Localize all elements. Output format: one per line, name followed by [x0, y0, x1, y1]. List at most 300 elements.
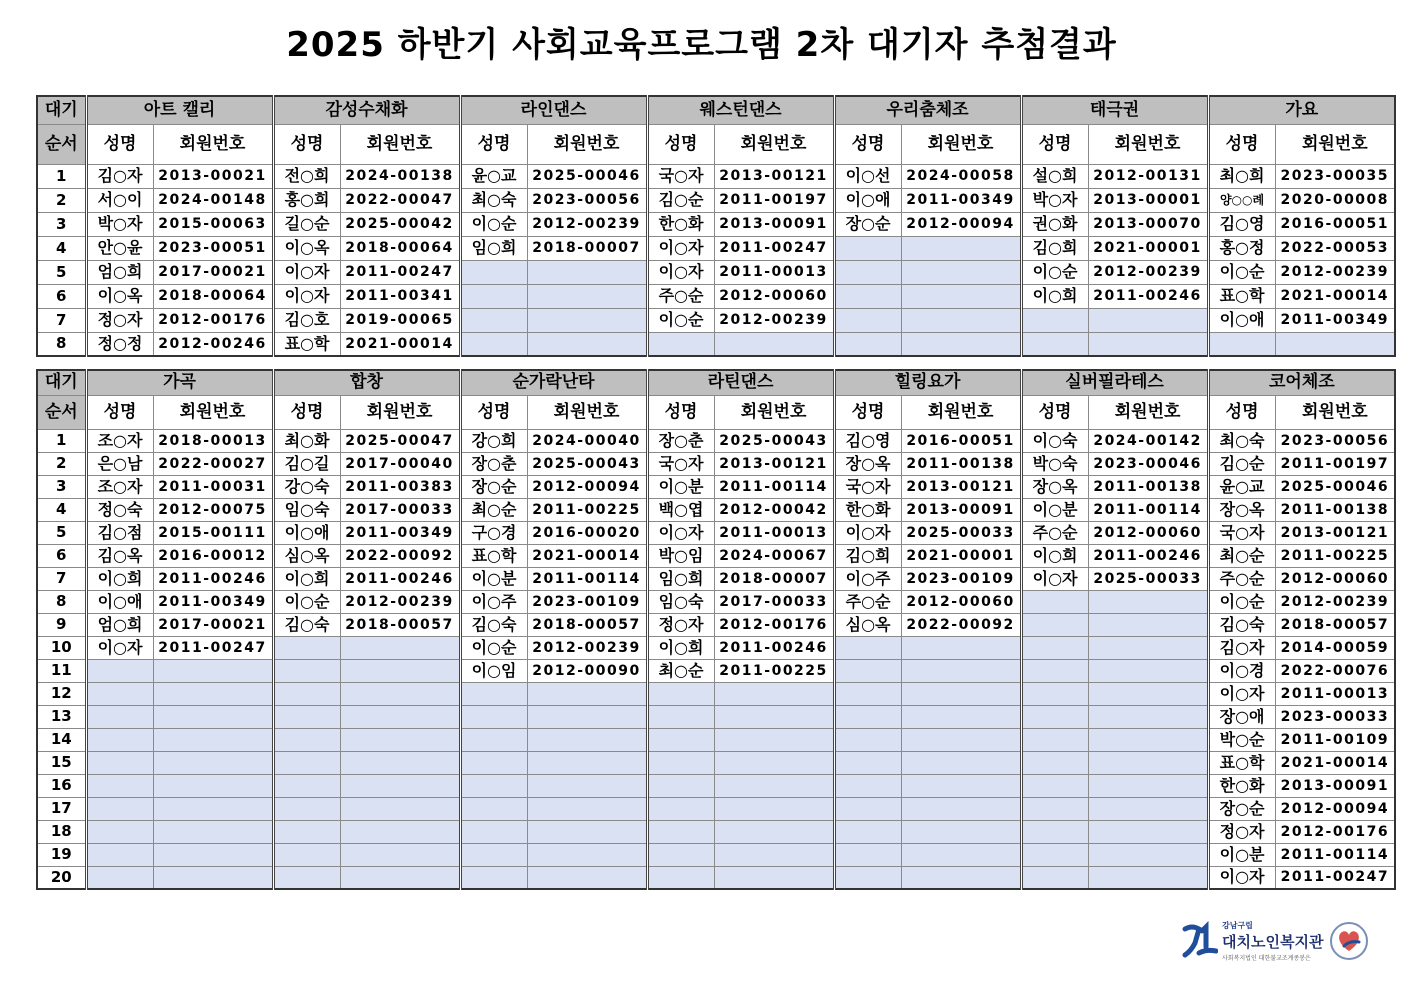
member-name: 이○분: [1208, 843, 1275, 866]
waitlist-table-bottom: [36, 369, 1396, 890]
program-name-header: 코어체조: [1208, 370, 1395, 395]
empty-id-cell: [714, 866, 834, 889]
member-id: 2011-00247: [1275, 866, 1395, 889]
member-name: 은○남: [86, 452, 153, 475]
member-name: 이○애: [86, 590, 153, 613]
empty-id-cell: [527, 774, 647, 797]
member-id: 2013-00001: [1088, 188, 1208, 212]
order-number: 3: [37, 475, 86, 498]
member-id: 2021-00014: [1275, 284, 1395, 308]
member-name: 이○순: [1208, 260, 1275, 284]
order-number: 17: [37, 797, 86, 820]
member-name: 엄○희: [86, 613, 153, 636]
member-id: 2021-00001: [1088, 236, 1208, 260]
waitlist-row: [37, 774, 1395, 797]
member-id: 2011-00246: [153, 567, 273, 590]
empty-id-cell: [527, 843, 647, 866]
empty-name-cell: [460, 751, 527, 774]
empty-name-cell: [86, 843, 153, 866]
member-name: 김○자: [86, 164, 153, 188]
member-name: 이○자: [647, 260, 714, 284]
name-column-header: 성명: [834, 395, 901, 429]
member-name: 이○경: [1208, 659, 1275, 682]
organization-logo: [1180, 916, 1376, 966]
member-id: 2011-00114: [1088, 498, 1208, 521]
member-id: 2023-00035: [1275, 164, 1395, 188]
member-name: 이○주: [834, 567, 901, 590]
member-id: 2024-00138: [340, 164, 460, 188]
member-id: 2018-00057: [1275, 613, 1395, 636]
member-name: 장○순: [1208, 797, 1275, 820]
empty-id-cell: [340, 682, 460, 705]
member-id: 2019-00065: [340, 308, 460, 332]
member-name: 이○희: [86, 567, 153, 590]
id-column-header: 회원번호: [1275, 124, 1395, 164]
empty-name-cell: [1021, 308, 1088, 332]
member-id: 2011-00246: [1088, 544, 1208, 567]
member-id: 2011-00109: [1275, 728, 1395, 751]
empty-name-cell: [460, 682, 527, 705]
order-number: 6: [37, 544, 86, 567]
empty-name-cell: [86, 774, 153, 797]
empty-name-cell: [834, 284, 901, 308]
empty-id-cell: [714, 705, 834, 728]
member-name: 최○화: [273, 429, 340, 452]
member-name: 한○화: [647, 212, 714, 236]
name-column-header: 성명: [647, 395, 714, 429]
member-name: 심○옥: [273, 544, 340, 567]
empty-id-cell: [714, 774, 834, 797]
empty-id-cell: [153, 682, 273, 705]
member-name: 이○옥: [273, 236, 340, 260]
empty-id-cell: [153, 728, 273, 751]
member-id: 2024-00040: [527, 429, 647, 452]
program-header-row: [37, 96, 1395, 124]
empty-name-cell: [460, 728, 527, 751]
member-id: 2023-00051: [153, 236, 273, 260]
order-number: 8: [37, 590, 86, 613]
order-number: 12: [37, 682, 86, 705]
member-name: 이○순: [460, 212, 527, 236]
member-name: 이○주: [460, 590, 527, 613]
order-number: 2: [37, 188, 86, 212]
member-id: 2011-00197: [1275, 452, 1395, 475]
member-name: 임○희: [460, 236, 527, 260]
order-header-top: 대기: [37, 370, 86, 395]
member-name: 김○순: [647, 188, 714, 212]
empty-id-cell: [1088, 590, 1208, 613]
member-id: 2012-00060: [714, 284, 834, 308]
empty-id-cell: [1088, 682, 1208, 705]
member-id: 2012-00090: [527, 659, 647, 682]
waitlist-row: [37, 843, 1395, 866]
member-name: 김○길: [273, 452, 340, 475]
id-column-header: 회원번호: [1088, 395, 1208, 429]
member-id: 2012-00176: [153, 308, 273, 332]
name-column-header: 성명: [460, 395, 527, 429]
member-name: 이○희: [1021, 284, 1088, 308]
member-id: 2011-00246: [1088, 284, 1208, 308]
member-id: 2012-00094: [527, 475, 647, 498]
program-name-header: 감성수채화: [273, 96, 460, 124]
empty-id-cell: [1088, 728, 1208, 751]
member-name: 한○화: [834, 498, 901, 521]
empty-id-cell: [1088, 636, 1208, 659]
member-id: 2025-00043: [714, 429, 834, 452]
member-name: 정○자: [86, 308, 153, 332]
empty-name-cell: [460, 820, 527, 843]
order-number: 4: [37, 498, 86, 521]
member-name: 이○자: [647, 236, 714, 260]
waitlist-row: [37, 866, 1395, 889]
empty-id-cell: [1088, 820, 1208, 843]
order-number: 2: [37, 452, 86, 475]
empty-name-cell: [834, 332, 901, 356]
member-name: 정○정: [86, 332, 153, 356]
empty-id-cell: [1088, 774, 1208, 797]
empty-name-cell: [647, 820, 714, 843]
member-name: 김○희: [834, 544, 901, 567]
member-name: 장○순: [460, 475, 527, 498]
waitlist-row: [37, 636, 1395, 659]
order-number: 7: [37, 567, 86, 590]
empty-name-cell: [647, 866, 714, 889]
order-number: 6: [37, 284, 86, 308]
member-id: 2022-00076: [1275, 659, 1395, 682]
name-column-header: 성명: [273, 124, 340, 164]
id-column-header: 회원번호: [714, 124, 834, 164]
member-id: 2013-00121: [714, 452, 834, 475]
empty-id-cell: [153, 751, 273, 774]
waitlist-row: [37, 429, 1395, 452]
order-number: 18: [37, 820, 86, 843]
empty-name-cell: [1021, 797, 1088, 820]
member-name: 이○분: [1021, 498, 1088, 521]
program-name-header: 웨스턴댄스: [647, 96, 834, 124]
member-name: 이○임: [460, 659, 527, 682]
member-id: 2013-00070: [1088, 212, 1208, 236]
member-name: 주○순: [1021, 521, 1088, 544]
member-id: 2022-00047: [340, 188, 460, 212]
member-name: 장○옥: [1021, 475, 1088, 498]
empty-name-cell: [273, 751, 340, 774]
name-column-header: 성명: [1021, 124, 1088, 164]
empty-id-cell: [714, 751, 834, 774]
member-id: 2013-00091: [714, 212, 834, 236]
member-name: 김○순: [1208, 452, 1275, 475]
empty-id-cell: [714, 332, 834, 356]
waitlist-row: [37, 590, 1395, 613]
empty-name-cell: [834, 705, 901, 728]
empty-id-cell: [901, 751, 1021, 774]
member-name: 김○희: [1021, 236, 1088, 260]
member-id: 2023-00046: [1088, 452, 1208, 475]
order-number: 13: [37, 705, 86, 728]
member-id: 2023-00033: [1275, 705, 1395, 728]
member-name: 이○희: [647, 636, 714, 659]
empty-name-cell: [273, 659, 340, 682]
member-id: 2012-00060: [1275, 567, 1395, 590]
empty-name-cell: [460, 797, 527, 820]
waitlist-row: [37, 567, 1395, 590]
empty-name-cell: [834, 682, 901, 705]
column-header-row: [37, 395, 1395, 429]
waitlist-row: [37, 332, 1395, 356]
waitlist-row: [37, 236, 1395, 260]
member-id: 2011-00013: [714, 521, 834, 544]
waitlist-row: [37, 797, 1395, 820]
member-id: 2011-00197: [714, 188, 834, 212]
member-name: 주○순: [1208, 567, 1275, 590]
member-name: 설○희: [1021, 164, 1088, 188]
empty-id-cell: [714, 682, 834, 705]
member-name: 임○숙: [273, 498, 340, 521]
waitlist-row: [37, 521, 1395, 544]
empty-name-cell: [834, 236, 901, 260]
logo-organization-name: 대치노인복지관: [1222, 933, 1324, 951]
member-name: 강○희: [460, 429, 527, 452]
empty-name-cell: [834, 866, 901, 889]
empty-id-cell: [1088, 866, 1208, 889]
empty-name-cell: [86, 820, 153, 843]
waitlist-row: [37, 705, 1395, 728]
waitlist-row: [37, 498, 1395, 521]
empty-name-cell: [1021, 332, 1088, 356]
member-name: 한○화: [1208, 774, 1275, 797]
member-name: 홍○희: [273, 188, 340, 212]
waitlist-row: [37, 475, 1395, 498]
member-name: 최○희: [1208, 164, 1275, 188]
empty-id-cell: [527, 284, 647, 308]
empty-name-cell: [1021, 705, 1088, 728]
empty-name-cell: [1021, 590, 1088, 613]
id-column-header: 회원번호: [527, 395, 647, 429]
member-id: 2011-00013: [714, 260, 834, 284]
empty-id-cell: [714, 728, 834, 751]
empty-name-cell: [1021, 843, 1088, 866]
member-name: 이○순: [647, 308, 714, 332]
member-id: 2011-00246: [340, 567, 460, 590]
member-id: 2011-00383: [340, 475, 460, 498]
member-id: 2024-00148: [153, 188, 273, 212]
member-name: 김○호: [273, 308, 340, 332]
member-id: 2016-00020: [527, 521, 647, 544]
empty-id-cell: [901, 843, 1021, 866]
member-id: 2018-00057: [527, 613, 647, 636]
member-name: 박○자: [86, 212, 153, 236]
member-id: 2012-00094: [901, 212, 1021, 236]
empty-id-cell: [340, 774, 460, 797]
member-id: 2013-00121: [714, 164, 834, 188]
order-number: 4: [37, 236, 86, 260]
member-name: 장○옥: [834, 452, 901, 475]
empty-name-cell: [86, 797, 153, 820]
member-name: 국○자: [647, 452, 714, 475]
empty-name-cell: [834, 728, 901, 751]
empty-id-cell: [527, 332, 647, 356]
member-name: 엄○희: [86, 260, 153, 284]
member-name: 장○옥: [1208, 498, 1275, 521]
empty-id-cell: [901, 820, 1021, 843]
member-name: 김○자: [1208, 636, 1275, 659]
member-id: 2022-00027: [153, 452, 273, 475]
empty-name-cell: [647, 682, 714, 705]
member-name: 이○순: [1021, 260, 1088, 284]
member-name: 윤○교: [460, 164, 527, 188]
empty-name-cell: [460, 866, 527, 889]
empty-id-cell: [340, 751, 460, 774]
empty-name-cell: [273, 843, 340, 866]
member-name: 이○희: [273, 567, 340, 590]
member-name: 정○자: [647, 613, 714, 636]
member-name: 이○애: [1208, 308, 1275, 332]
empty-id-cell: [527, 260, 647, 284]
member-id: 2023-00109: [901, 567, 1021, 590]
empty-name-cell: [834, 774, 901, 797]
member-name: 최○순: [647, 659, 714, 682]
order-number: 5: [37, 521, 86, 544]
logo-mark-icon: [1182, 921, 1218, 961]
member-id: 2018-00057: [340, 613, 460, 636]
empty-name-cell: [647, 843, 714, 866]
empty-id-cell: [340, 797, 460, 820]
member-name: 주○순: [647, 284, 714, 308]
empty-id-cell: [527, 682, 647, 705]
empty-id-cell: [714, 843, 834, 866]
empty-id-cell: [340, 659, 460, 682]
member-id: 2015-00111: [153, 521, 273, 544]
member-id: 2024-00142: [1088, 429, 1208, 452]
empty-name-cell: [273, 636, 340, 659]
order-number: 7: [37, 308, 86, 332]
member-id: 2018-00013: [153, 429, 273, 452]
order-number: 20: [37, 866, 86, 889]
empty-id-cell: [1088, 332, 1208, 356]
member-name: 안○윤: [86, 236, 153, 260]
member-name: 김○영: [1208, 212, 1275, 236]
member-name: 최○숙: [460, 188, 527, 212]
empty-id-cell: [901, 260, 1021, 284]
empty-name-cell: [647, 751, 714, 774]
member-id: 2022-00092: [901, 613, 1021, 636]
empty-name-cell: [86, 682, 153, 705]
empty-id-cell: [901, 797, 1021, 820]
empty-name-cell: [647, 705, 714, 728]
empty-id-cell: [901, 236, 1021, 260]
member-id: 2022-00092: [340, 544, 460, 567]
name-column-header: 성명: [1021, 395, 1088, 429]
member-name: 구○경: [460, 521, 527, 544]
member-name: 홍○정: [1208, 236, 1275, 260]
member-name: 이○선: [834, 164, 901, 188]
order-number: 11: [37, 659, 86, 682]
member-id: 2012-00239: [1275, 260, 1395, 284]
member-name: 권○화: [1021, 212, 1088, 236]
empty-id-cell: [1088, 797, 1208, 820]
waitlist-row: [37, 728, 1395, 751]
empty-name-cell: [1021, 636, 1088, 659]
member-id: 2021-00014: [340, 332, 460, 356]
empty-id-cell: [153, 843, 273, 866]
member-name: 박○자: [1021, 188, 1088, 212]
empty-name-cell: [460, 284, 527, 308]
empty-name-cell: [460, 705, 527, 728]
empty-id-cell: [1088, 843, 1208, 866]
member-id: 2023-00056: [1275, 429, 1395, 452]
empty-id-cell: [1088, 308, 1208, 332]
member-id: 2017-00033: [340, 498, 460, 521]
member-id: 2021-00014: [527, 544, 647, 567]
member-id: 2011-00138: [1275, 498, 1395, 521]
member-id: 2011-00247: [714, 236, 834, 260]
member-id: 2012-00246: [153, 332, 273, 356]
empty-id-cell: [527, 866, 647, 889]
id-column-header: 회원번호: [1088, 124, 1208, 164]
order-number: 5: [37, 260, 86, 284]
empty-id-cell: [1088, 659, 1208, 682]
waitlist-row: [37, 212, 1395, 236]
member-id: 2012-00060: [1088, 521, 1208, 544]
order-number: 9: [37, 613, 86, 636]
program-name-header: 아트 캘리: [86, 96, 273, 124]
empty-name-cell: [273, 866, 340, 889]
program-header-row: [37, 370, 1395, 395]
member-id: 2011-00225: [714, 659, 834, 682]
member-id: 2018-00064: [153, 284, 273, 308]
empty-id-cell: [153, 866, 273, 889]
order-number: 1: [37, 164, 86, 188]
empty-id-cell: [1088, 751, 1208, 774]
member-id: 2023-00109: [527, 590, 647, 613]
empty-name-cell: [834, 843, 901, 866]
member-name: 강○숙: [273, 475, 340, 498]
member-name: 김○옥: [86, 544, 153, 567]
member-name: 조○자: [86, 475, 153, 498]
empty-name-cell: [834, 308, 901, 332]
empty-name-cell: [1021, 659, 1088, 682]
member-id: 2016-00051: [1275, 212, 1395, 236]
id-column-header: 회원번호: [714, 395, 834, 429]
empty-name-cell: [460, 308, 527, 332]
empty-id-cell: [153, 774, 273, 797]
page-title: 2025 하반기 사회교육프로그램 2차 대기자 추첨결과: [286, 25, 1117, 65]
waitlist-row: [37, 260, 1395, 284]
member-id: 2013-00121: [901, 475, 1021, 498]
member-id: 2017-00033: [714, 590, 834, 613]
order-header-bottom: 순서: [37, 395, 86, 429]
member-id: 2011-00013: [1275, 682, 1395, 705]
empty-name-cell: [647, 774, 714, 797]
id-column-header: 회원번호: [153, 124, 273, 164]
member-id: 2018-00007: [527, 236, 647, 260]
waitlist-row: [37, 164, 1395, 188]
member-name: 표○학: [273, 332, 340, 356]
empty-id-cell: [527, 705, 647, 728]
member-id: 2025-00043: [527, 452, 647, 475]
empty-id-cell: [527, 751, 647, 774]
member-id: 2025-00046: [527, 164, 647, 188]
empty-id-cell: [1275, 332, 1395, 356]
empty-id-cell: [527, 308, 647, 332]
program-name-header: 가곡: [86, 370, 273, 395]
member-name: 박○순: [1208, 728, 1275, 751]
waitlist-row: [37, 613, 1395, 636]
member-name: 이○자: [273, 260, 340, 284]
member-name: 이○자: [834, 521, 901, 544]
empty-id-cell: [901, 866, 1021, 889]
member-id: 2012-00239: [1275, 590, 1395, 613]
empty-id-cell: [527, 728, 647, 751]
